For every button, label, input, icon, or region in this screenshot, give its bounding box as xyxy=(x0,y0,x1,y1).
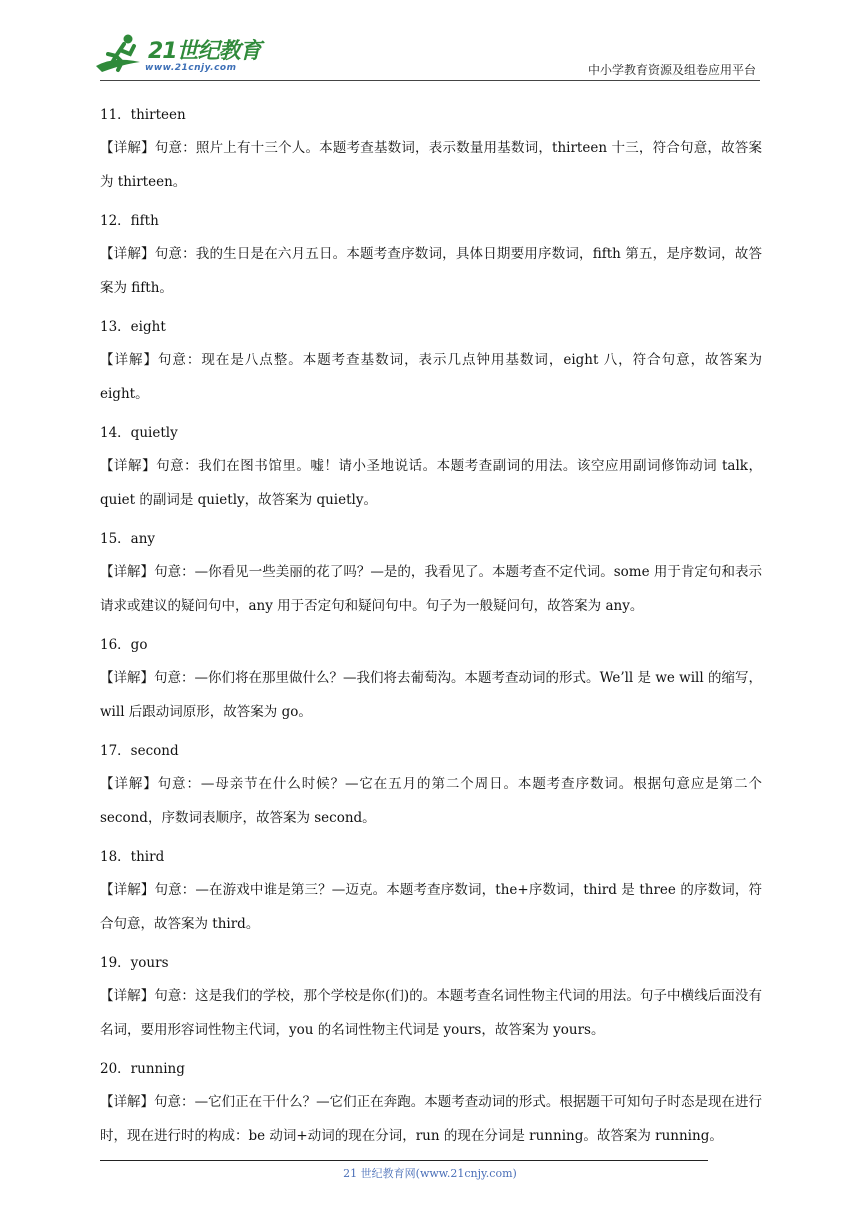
answer-item xyxy=(100,210,762,305)
answer-item xyxy=(100,740,762,835)
answer-item xyxy=(100,1058,762,1153)
answer-title: 16．go xyxy=(100,637,148,653)
answer-item xyxy=(100,634,762,729)
answer-item xyxy=(100,528,762,623)
answer-item xyxy=(100,422,762,517)
answer-title: 15．any xyxy=(100,531,156,547)
logo-url: www.21cnjy.com xyxy=(145,63,237,73)
answer-detail: 【详解】句意：照片上有十三个人。本题考查基数词，表示数量用基数词，thirteen 十三，符合句意，故答案为 thirteen。 xyxy=(100,140,762,190)
answer-item xyxy=(100,316,762,411)
answer-detail: 【详解】句意：—母亲节在什么时候？—它在五月的第二个周日。本题考查序数词。根据句意应是第二个 second，序数词表顺序，故答案为 second。 xyxy=(100,776,762,826)
answer-title: 20．running xyxy=(100,1061,185,1077)
answer-detail: 【详解】句意：—你看见一些美丽的花了吗？—是的，我看见了。本题考查不定代词。some 用于肯定句和表示请求或建议的疑问句中，any 用于否定句和疑问句中。句子为一般疑问句，故答案为 any。 xyxy=(100,564,762,614)
answer-detail: 【详解】句意：—你们将在那里做什么？—我们将去葡萄沟。本题考查动词的形式。We’ll 是 we will 的缩写，will 后跟动词原形，故答案为 go。 xyxy=(100,670,762,720)
answer-detail: 【详解】句意：现在是八点整。本题考查基数词，表示几点钟用基数词，eight 八，符合句意，故答案为 eight。 xyxy=(100,352,762,402)
logo-text: 21世纪教育 xyxy=(148,39,261,64)
answer-detail: 【详解】句意：这是我们的学校，那个学校是你(们)的。本题考查名词性物主代词的用法。句子中横线后面没有名词，要用形容词性物主代词，you 的名词性物主代词是 yours，故答案为 yours。 xyxy=(100,988,762,1038)
answer-item xyxy=(100,952,762,1047)
answer-title: 14．quietly xyxy=(100,425,178,441)
answer-item xyxy=(100,846,762,941)
answer-title: 13．eight xyxy=(100,319,166,335)
footer-divider xyxy=(100,1160,708,1161)
answer-title: 12．fifth xyxy=(100,213,159,229)
answer-list xyxy=(100,104,762,1164)
answer-title: 19．yours xyxy=(100,955,169,971)
footer-source: 21 世纪教育网(www.21cnjy.com) xyxy=(343,1167,517,1180)
page-header xyxy=(0,0,860,90)
header-divider xyxy=(100,80,760,81)
answer-detail: 【详解】句意：我的生日是在六月五日。本题考查序数词，具体日期要用序数词，fifth 第五，是序数词，故答案为 fifth。 xyxy=(100,246,762,296)
answer-title: 18．third xyxy=(100,849,165,865)
platform-title: 中小学教育资源及组卷应用平台 xyxy=(587,63,756,77)
answer-item xyxy=(100,104,762,199)
answer-detail: 【详解】句意：—在游戏中谁是第三？—迈克。本题考查序数词，the+序数词，third 是 three 的序数词，符合句意，故答案为 third。 xyxy=(100,882,762,932)
answer-detail: 【详解】句意：—它们正在干什么？—它们正在奔跑。本题考查动词的形式。根据题干可知句子时态是现在进行时，现在进行时的构成：be 动词+动词的现在分词，run 的现在分词是 running。故答案为 running。 xyxy=(100,1094,762,1144)
answer-detail: 【详解】句意：我们在图书馆里。嘘！请小圣地说话。本题考查副词的用法。该空应用副词修饰动词 talk，quiet 的副词是 quietly，故答案为 quietly。 xyxy=(100,458,762,508)
answer-title: 11．thirteen xyxy=(100,107,186,123)
answer-title: 17．second xyxy=(100,743,179,759)
